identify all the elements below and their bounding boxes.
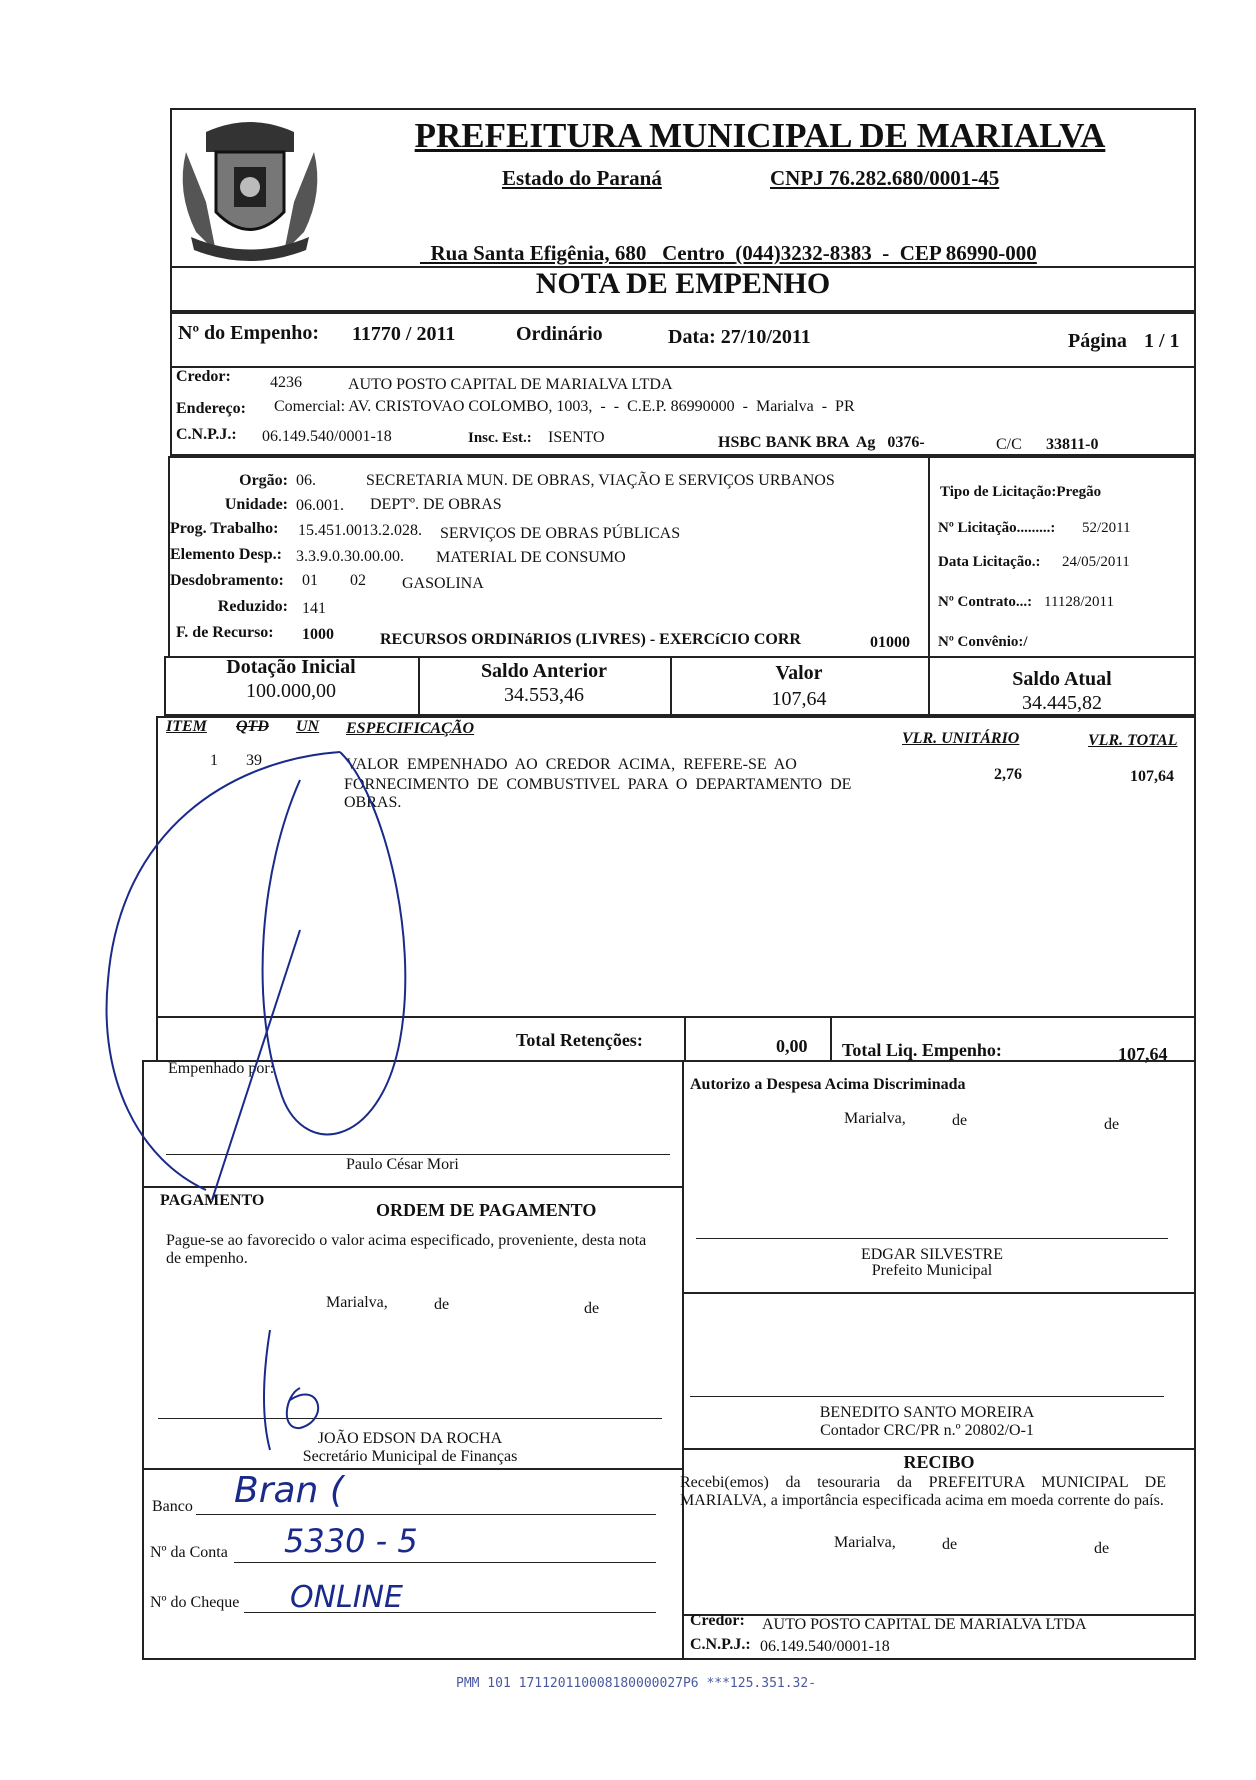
prog-label: Prog. Trabalho: <box>170 520 279 537</box>
recibo-label: RECIBO <box>903 1452 975 1472</box>
item-desc-line1: VALOR EMPENHADO AO CREDOR ACIMA, REFERE-SE AO <box>346 756 797 773</box>
saldo-atual-value: 34.445,82 <box>1022 692 1102 714</box>
orgao-code: 06. <box>296 472 316 489</box>
address-district: Centro <box>662 241 725 265</box>
item-qtd: 39 <box>246 752 262 769</box>
pagamento-city: Marialva, <box>326 1294 388 1311</box>
saldo-atual-label: Saldo Atual <box>1012 668 1112 690</box>
prefeito-title: Prefeito Municipal <box>871 1262 993 1279</box>
fonte-number: 01000 <box>870 634 910 651</box>
bank-info: HSBC BANK BRA Ag 0376- <box>718 434 925 451</box>
address-street: Rua Santa Efigênia, 680 <box>430 241 647 265</box>
insc-value: ISENTO <box>548 429 605 446</box>
elemento-name: MATERIAL DE CONSUMO <box>436 549 626 566</box>
contrato-label: Nº Contrato...: <box>938 594 1033 610</box>
banco-label: Banco <box>152 1498 193 1515</box>
liquido-value: 107,64 <box>1118 1044 1168 1064</box>
recibo-de-1: de <box>942 1536 958 1553</box>
recibo-credor-name: AUTO POSTO CAPITAL DE MARIALVA LTDA <box>762 1616 1087 1633</box>
cheque-label: Nº do Cheque <box>150 1594 240 1611</box>
item-desc-line3: OBRAS. <box>344 794 402 811</box>
convenio: Nº Convênio:/ <box>938 634 1028 650</box>
recibo-credor-label: Credor: <box>690 1612 745 1629</box>
unidade-name: DEPTº. DE OBRAS <box>370 496 502 513</box>
conta-label: Nº da Conta <box>150 1544 228 1561</box>
state-label: Estado do Paraná <box>502 166 662 190</box>
prefeito-name: EDGAR SILVESTRE <box>860 1246 1004 1263</box>
desdobramento-name: GASOLINA <box>402 575 484 592</box>
valor-label: Valor <box>775 662 823 684</box>
page-label: Página <box>1068 330 1127 352</box>
elemento-code: 3.3.9.0.30.00.00. <box>296 548 404 565</box>
autorizo-label: Autorizo a Despesa Acima Discriminada <box>690 1076 966 1093</box>
empenho-date: Data: 27/10/2011 <box>668 326 811 348</box>
licitacao-number-label: Nº Licitação.........: <box>938 520 1056 536</box>
retencoes-label: Total Retenções: <box>516 1030 643 1050</box>
desdobramento-label: Desdobramento: <box>170 572 284 589</box>
contador-name: BENEDITO SANTO MOREIRA <box>819 1404 1035 1421</box>
credor-label: Credor: <box>176 368 231 385</box>
licitacao-tipo: Tipo de Licitação:Pregão <box>940 484 1102 500</box>
recibo-cnpj: 06.149.540/0001-18 <box>760 1638 890 1655</box>
credor-code: 4236 <box>270 374 302 391</box>
col-unit-header: VLR. UNITÁRIO <box>902 730 1020 747</box>
empenhado-label: Empenhado por: <box>168 1060 275 1077</box>
saldo-anterior-label: Saldo Anterior <box>480 660 608 682</box>
banco-handwritten: Bran ( <box>234 1470 344 1511</box>
autorizo-city: Marialva, <box>844 1110 906 1127</box>
page-number: 1 / 1 <box>1144 330 1180 352</box>
elemento-label: Elemento Desp.: <box>170 546 282 563</box>
empenhado-name: Paulo César Mori <box>346 1156 459 1173</box>
retencoes-value: 0,00 <box>776 1036 808 1056</box>
dotacao-label: Dotação Inicial <box>226 656 356 678</box>
prog-code: 15.451.0013.2.028. <box>298 522 422 539</box>
address-label: Endereço: <box>176 400 246 417</box>
col-qtd-header: QTD <box>236 718 269 735</box>
footer-code: PMM 101 171120110008180000027P6 ***125.351.32- <box>456 1676 817 1691</box>
document-title: NOTA DE EMPENHO <box>535 267 831 300</box>
dotacao-value: 100.000,00 <box>246 680 336 702</box>
unidade-code: 06.001. <box>296 497 344 514</box>
autorizo-de-2: de <box>1104 1116 1120 1133</box>
reduzido-label: Reduzido: <box>217 598 288 615</box>
autorizo-de-1: de <box>952 1112 968 1129</box>
col-total-header: VLR. TOTAL <box>1088 732 1178 749</box>
prog-name: SERVIÇOS DE OBRAS PÚBLICAS <box>440 525 681 542</box>
fonte-code: 1000 <box>302 626 334 643</box>
pagamento-label: PAGAMENTO <box>160 1192 265 1209</box>
licitacao-number: 52/2011 <box>1082 520 1131 536</box>
valor-value: 107,64 <box>771 688 827 710</box>
pagamento-de-2: de <box>584 1300 600 1317</box>
licitacao-date-label: Data Licitação.: <box>938 554 1041 570</box>
cheque-handwritten: ONLINE <box>290 1580 404 1615</box>
pague-se-text: Pague-se ao favorecido o valor acima especificado, proveniente, desta nota de empenho. <box>166 1232 647 1267</box>
recibo-text: Recebi(emos) da tesouraria da PREFEITURA MUNICIPAL DE MARIALVA, a importância especificada acima em moeda corrente do país. <box>680 1474 1166 1509</box>
credor-address: Comercial: AV. CRISTOVAO COLOMBO, 1003, - - C.E.P. 86990000 - Marialva - PR <box>274 398 855 415</box>
conta-handwritten: 5330 - 5 <box>284 1522 418 1560</box>
col-un-header: UN <box>296 718 320 735</box>
empenho-type: Ordinário <box>516 323 603 345</box>
cnpj-label: CNPJ 76.282.680/0001-45 <box>770 166 1000 190</box>
item-unit-value: 2,76 <box>994 766 1022 783</box>
secretario-name: JOÃO EDSON DA ROCHA <box>317 1430 503 1447</box>
saldo-anterior-value: 34.553,46 <box>504 684 584 706</box>
unidade-label: Unidade: <box>224 496 288 513</box>
contador-title: Contador CRC/PR n.º 20802/O-1 <box>820 1422 1034 1439</box>
contrato-number: 11128/2011 <box>1044 594 1114 610</box>
orgao-name: SECRETARIA MUN. DE OBRAS, VIAÇÃO E SERVIÇOS URBANOS <box>366 472 835 489</box>
recibo-city: Marialva, <box>834 1534 896 1551</box>
insc-label: Insc. Est.: <box>468 430 532 446</box>
item-total-value: 107,64 <box>1130 768 1174 785</box>
fonte-name: RECURSOS ORDINáRIOS (LIVRES) - EXERCíCIO CORR <box>380 631 801 648</box>
fonte-label: F. de Recurso: <box>176 624 274 641</box>
orgao-label: Orgão: <box>239 472 288 489</box>
desdobramento-a: 01 <box>302 572 318 589</box>
cc-label: C/C <box>996 436 1022 453</box>
address-phone-cep: (044)3232-8383 - CEP 86990-000 <box>735 241 1037 265</box>
recibo-de-2: de <box>1094 1540 1110 1557</box>
municipality-title: PREFEITURA MUNICIPAL DE MARIALVA <box>414 116 1106 155</box>
col-item-header: ITEM <box>166 718 207 735</box>
ordem-pagamento-label: ORDEM DE PAGAMENTO <box>376 1200 597 1220</box>
recibo-cnpj-label: C.N.P.J.: <box>690 1636 751 1653</box>
pagamento-de-1: de <box>434 1296 450 1313</box>
empenho-number-label: Nº do Empenho: <box>178 322 320 344</box>
credor-cnpj: 06.149.540/0001-18 <box>262 428 392 445</box>
reduzido-value: 141 <box>302 600 326 617</box>
secretario-title: Secretário Municipal de Finanças <box>302 1448 518 1465</box>
cc-value: 33811-0 <box>1046 436 1099 453</box>
empenho-number: 11770 / 2011 <box>352 323 456 345</box>
item-number: 1 <box>210 752 218 769</box>
liquido-label: Total Liq. Empenho: <box>842 1040 1002 1060</box>
desdobramento-b: 02 <box>350 572 366 589</box>
col-espec-header: ESPECIFICAÇÃO <box>346 720 475 737</box>
licitacao-date: 24/05/2011 <box>1062 554 1130 570</box>
credor-cnpj-label: C.N.P.J.: <box>176 426 237 443</box>
credor-name: AUTO POSTO CAPITAL DE MARIALVA LTDA <box>348 376 673 393</box>
item-desc-line2: FORNECIMENTO DE COMBUSTIVEL PARA O DEPARTAMENTO DE <box>344 776 852 793</box>
